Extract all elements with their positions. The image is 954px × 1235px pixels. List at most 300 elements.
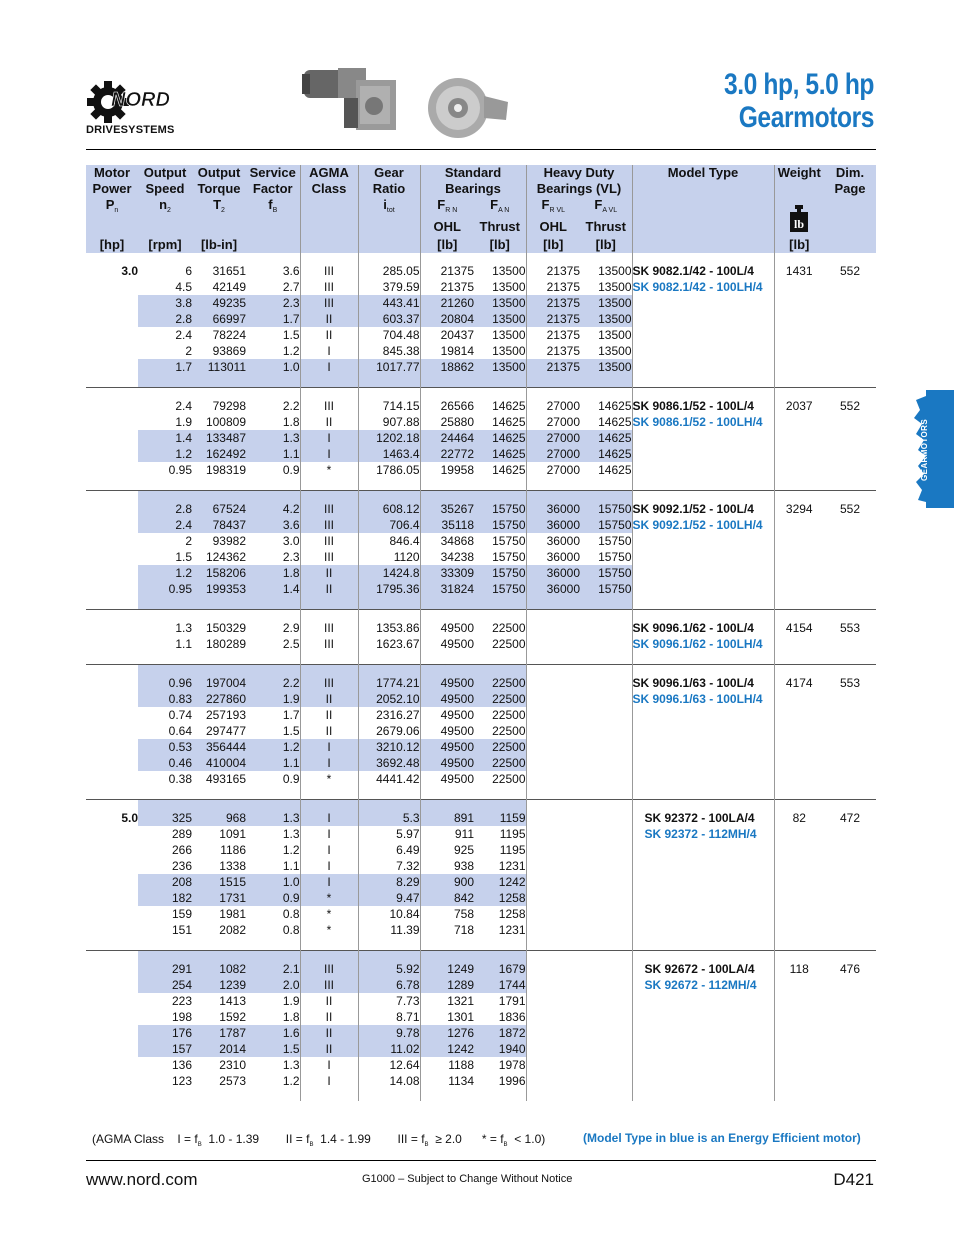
table-cell xyxy=(526,1073,580,1101)
table-cell: III xyxy=(300,295,358,311)
unit-lb: [lb] xyxy=(420,237,474,253)
table-cell: III xyxy=(300,636,358,665)
table-cell: 21375 xyxy=(526,359,580,388)
table-cell: 907.88 xyxy=(358,414,420,430)
table-cell: 236 xyxy=(171,859,192,873)
table-cell: 12.64 xyxy=(358,1057,420,1073)
table-cell: 24464 xyxy=(420,430,474,446)
motor-power-cell xyxy=(86,1025,138,1041)
table-cell: 2052.10 xyxy=(358,691,420,707)
table-cell: 1774.21 xyxy=(358,665,420,692)
table-cell: 1.5 xyxy=(246,1041,300,1057)
col-standard-bearings: Standard Bearings xyxy=(420,165,526,197)
motor-power-cell xyxy=(86,707,138,723)
table-cell: 36000 xyxy=(546,534,580,548)
table-row xyxy=(86,491,876,518)
page-title: 3.0 hp, 5.0 hp Gearmotors xyxy=(723,68,874,134)
energy-efficient-note: (Model Type in blue is an Energy Efficient motor) xyxy=(583,1131,861,1145)
motor-power-cell xyxy=(86,874,138,890)
motor-power-cell xyxy=(86,665,138,692)
table-cell: II xyxy=(300,311,358,327)
table-cell: 1188 xyxy=(448,1058,474,1072)
table-cell: 1996 xyxy=(474,1073,526,1101)
table-cell: III xyxy=(300,665,358,692)
table-cell: I xyxy=(300,858,358,874)
table-cell xyxy=(580,665,632,692)
sym-fan: $F_{A N}$ Thrust xyxy=(474,197,526,237)
table-cell: I xyxy=(300,739,358,755)
model-type: SK 9096.1/63 - 100L/4 xyxy=(632,676,754,690)
table-cell: 35267 xyxy=(420,491,474,518)
motor-power-cell xyxy=(86,906,138,922)
table-cell: 36000 xyxy=(526,491,580,518)
table-cell: 49500 xyxy=(440,724,474,738)
motor-power-cell xyxy=(86,723,138,739)
table-cell xyxy=(580,1025,632,1041)
motor-power-cell xyxy=(86,327,138,343)
table-cell xyxy=(526,922,580,951)
motor-power-cell xyxy=(86,311,138,327)
table-cell: 0.9 xyxy=(246,890,300,906)
table-cell: 6 xyxy=(185,264,192,278)
table-cell: 4441.42 xyxy=(358,771,420,800)
table-cell: 493165 xyxy=(205,772,246,786)
table-cell: 0.38 xyxy=(168,772,192,786)
table-cell: 42149 xyxy=(212,280,246,294)
table-cell: 900 xyxy=(420,874,474,890)
table-cell xyxy=(526,951,580,978)
table-cell: 1786.05 xyxy=(358,462,420,491)
table-cell: 0.53 xyxy=(138,739,192,755)
logo-subtitle: DRIVESYSTEMS xyxy=(86,124,175,136)
table-cell: 1791 xyxy=(474,993,526,1009)
col-agma-class: AGMA Class xyxy=(300,165,358,197)
table-cell: 1978 xyxy=(474,1057,526,1073)
col-dim-page: Dim. Page xyxy=(824,165,876,197)
svg-text:NORD: NORD xyxy=(111,89,170,111)
table-cell: 714.15 xyxy=(358,388,420,415)
table-cell: II xyxy=(300,1025,358,1041)
table-cell: 2316.27 xyxy=(358,707,420,723)
table-cell: 1.3 xyxy=(246,826,300,842)
table-cell xyxy=(580,874,632,890)
table-cell: 49500 xyxy=(420,755,474,771)
motor-power-cell: 5.0 xyxy=(86,800,138,827)
dim-page-cell: 472 xyxy=(824,800,876,951)
table-cell: 6.78 xyxy=(358,977,420,993)
table-cell: 2573 xyxy=(219,1074,246,1088)
model-type: SK 92372 - 100LA/4 xyxy=(644,811,755,825)
table-cell: 22500 xyxy=(474,755,526,771)
table-cell: 443.41 xyxy=(358,295,420,311)
table-cell xyxy=(526,755,580,771)
table-cell: 2.4 xyxy=(175,328,192,342)
table-cell: 13500 xyxy=(474,343,526,359)
table-cell: 3210.12 xyxy=(358,739,420,755)
motor-power-cell xyxy=(86,549,138,565)
table-cell: 891 xyxy=(420,800,474,827)
table-cell: 49500 xyxy=(440,708,474,722)
table-cell: 13500 xyxy=(474,359,526,388)
table-cell: 9.47 xyxy=(358,890,420,906)
table-cell: 13500 xyxy=(474,279,526,295)
table-cell: 33309 xyxy=(420,565,474,581)
table-cell: 1.8 xyxy=(246,1009,300,1025)
weight-icon xyxy=(774,197,824,237)
table-cell xyxy=(526,826,580,842)
table-cell: II xyxy=(300,707,358,723)
table-cell: I xyxy=(300,446,358,462)
table-cell: 706.4 xyxy=(358,517,420,533)
table-cell: 14625 xyxy=(580,462,632,491)
table-cell: III xyxy=(300,491,358,518)
table-cell: 15750 xyxy=(580,549,632,565)
table-cell: 20437 xyxy=(440,328,474,342)
table-cell: 21260 xyxy=(420,295,474,311)
table-cell: 0.8 xyxy=(246,906,300,922)
table-cell xyxy=(580,826,632,842)
unit-lbin: [lb-in] xyxy=(192,237,246,253)
table-cell: 123 xyxy=(171,1074,192,1088)
table-cell: 136 xyxy=(171,1058,192,1072)
table-cell: 410004 xyxy=(192,755,246,771)
table-cell: 2082 xyxy=(219,923,246,937)
table-cell: 1195 xyxy=(474,842,526,858)
table-cell: 0.64 xyxy=(168,724,192,738)
page-number: D421 xyxy=(833,1170,874,1189)
table-cell: 257193 xyxy=(205,708,246,722)
table-cell xyxy=(580,739,632,755)
motor-power-cell xyxy=(86,890,138,906)
motor-power-cell xyxy=(86,610,138,637)
table-cell: 14625 xyxy=(474,462,526,491)
table-cell: 5.97 xyxy=(358,826,420,842)
table-cell: 2.8 xyxy=(138,311,192,327)
table-cell: 1202.18 xyxy=(358,430,420,446)
table-cell: 704.48 xyxy=(358,327,420,343)
motor-power-cell xyxy=(86,533,138,549)
table-cell xyxy=(526,890,580,906)
table-cell xyxy=(580,922,632,951)
table-cell: 21375 xyxy=(546,280,580,294)
table-cell: 158206 xyxy=(192,565,246,581)
table-cell: I xyxy=(300,343,358,359)
table-cell: 1195 xyxy=(474,826,526,842)
table-cell: 1.0 xyxy=(246,359,300,388)
table-cell: 1082 xyxy=(192,951,246,978)
table-cell: * xyxy=(300,462,358,491)
table-cell: I xyxy=(300,359,358,388)
model-type-energy-efficient: SK 92672 - 112MH/4 xyxy=(644,978,757,992)
table-cell: 1.6 xyxy=(246,1025,300,1041)
motor-power-cell xyxy=(86,826,138,842)
motor-power-cell xyxy=(86,565,138,581)
table-cell: 1744 xyxy=(474,977,526,993)
table-cell: 31651 xyxy=(212,264,246,278)
table-cell: 968 xyxy=(192,800,246,827)
table-cell xyxy=(580,1041,632,1057)
table-cell: 911 xyxy=(454,827,474,841)
table-row xyxy=(86,388,876,415)
table-cell: 14625 xyxy=(580,446,632,462)
model-type: SK 92672 - 100LA/4 xyxy=(644,962,755,976)
motor-power-cell xyxy=(86,951,138,978)
table-cell: 2 xyxy=(185,534,192,548)
table-cell: 13500 xyxy=(580,311,632,327)
sym-i: $i_{tot}$ xyxy=(358,197,420,237)
col-model-type: Model Type xyxy=(632,165,774,197)
table-cell xyxy=(580,858,632,874)
table-cell xyxy=(526,906,580,922)
table-cell: 14.08 xyxy=(358,1073,420,1101)
col-weight: Weight xyxy=(774,165,824,197)
table-cell: 227860 xyxy=(192,691,246,707)
table-cell: 1.3 xyxy=(246,800,300,827)
unit-lb: [lb] xyxy=(774,237,824,253)
table-cell xyxy=(526,1009,580,1025)
dim-page-cell: 552 xyxy=(824,491,876,610)
table-cell xyxy=(526,1025,580,1041)
model-type-cell xyxy=(632,253,774,388)
table-cell: 21375 xyxy=(526,295,580,311)
table-cell: 1424.8 xyxy=(358,565,420,581)
table-cell xyxy=(580,610,632,637)
sym-frvl: $F_{R VL}$ OHL xyxy=(526,197,580,237)
table-cell: 31824 xyxy=(420,581,474,610)
unit-hp: [hp] xyxy=(86,237,138,253)
table-cell: 198319 xyxy=(205,463,246,477)
table-cell: 93869 xyxy=(212,344,246,358)
agma-legend: (AGMA Class $I = f_B$ 1.0 - 1.39 II = $f_B$ 1.4 - 1.99 III = $f_B \ge 2.0$ * = $f_B < 1.0$) xyxy=(92,1132,546,1148)
unit-lb: [lb] xyxy=(474,237,526,253)
model-type-cell xyxy=(632,388,774,491)
side-tab-label: GEARMOTORS xyxy=(920,418,929,482)
table-cell: 66997 xyxy=(192,311,246,327)
table-cell: 15750 xyxy=(474,581,526,610)
table-cell: 2.1 xyxy=(246,951,300,978)
table-cell: 1.7 xyxy=(246,311,300,327)
table-cell: 36000 xyxy=(526,581,580,610)
table-cell xyxy=(526,707,580,723)
table-cell: I xyxy=(300,800,358,827)
table-cell: 100809 xyxy=(205,415,246,429)
table-cell: 22500 xyxy=(474,739,526,755)
weight-cell: 3294 xyxy=(774,491,824,610)
model-type-cell xyxy=(632,800,774,951)
table-row xyxy=(86,951,876,978)
table-cell: 1731 xyxy=(192,890,246,906)
table-cell: III xyxy=(300,549,358,565)
table-cell: 124362 xyxy=(205,550,246,564)
table-cell: 6.49 xyxy=(358,842,420,858)
table-cell: 1.7 xyxy=(138,359,192,388)
table-cell: I xyxy=(300,826,358,842)
table-cell: 1321 xyxy=(447,994,474,1008)
table-cell: 938 xyxy=(453,859,474,873)
col-motor-power: Motor Power xyxy=(86,165,138,197)
table-cell xyxy=(526,665,580,692)
table-cell: 0.8 xyxy=(246,922,300,951)
table-cell: 20804 xyxy=(420,311,474,327)
table-cell: 325 xyxy=(138,800,192,827)
motor-power-cell xyxy=(86,858,138,874)
table-cell: III xyxy=(300,517,358,533)
table-cell: 133487 xyxy=(192,430,246,446)
table-cell: 14625 xyxy=(580,430,632,446)
table-cell: 846.4 xyxy=(358,533,420,549)
table-cell: 1.9 xyxy=(175,415,192,429)
table-cell: 0.96 xyxy=(138,665,192,692)
table-cell: 1.2 xyxy=(246,1073,300,1101)
weight-cell: 1431 xyxy=(785,264,813,278)
table-cell: I xyxy=(300,1073,358,1101)
table-cell: 925 xyxy=(453,843,474,857)
table-cell: 1231 xyxy=(474,858,526,874)
table-cell: 11.02 xyxy=(358,1041,420,1057)
table-cell: 2 xyxy=(185,344,192,358)
table-cell: 35118 xyxy=(420,517,474,533)
model-type-energy-efficient: SK 9086.1/52 - 100LH/4 xyxy=(632,415,763,429)
table-cell: 49500 xyxy=(420,610,474,637)
table-cell: II xyxy=(300,414,358,430)
table-cell: III xyxy=(300,610,358,637)
unit-rpm: [rpm] xyxy=(138,237,192,253)
table-cell: 14625 xyxy=(474,388,526,415)
table-cell: 1413 xyxy=(219,994,246,1008)
table-cell xyxy=(580,636,632,665)
table-cell: 15750 xyxy=(474,491,526,518)
table-cell: 2.4 xyxy=(138,517,192,533)
dim-page-cell: 552 xyxy=(824,388,876,491)
table-cell: 208 xyxy=(138,874,192,890)
table-cell: 2.2 xyxy=(246,665,300,692)
table-cell: 8.71 xyxy=(358,1009,420,1025)
col-service-factor: Service Factor xyxy=(246,165,300,197)
table-cell: 1.2 xyxy=(138,446,192,462)
table-cell: 180289 xyxy=(205,637,246,651)
table-cell: 1231 xyxy=(474,922,526,951)
table-cell: 1679 xyxy=(474,951,526,978)
table-cell: 49235 xyxy=(192,295,246,311)
table-cell: 0.83 xyxy=(138,691,192,707)
motor-power-cell xyxy=(86,1009,138,1025)
table-cell: 718 xyxy=(453,923,474,937)
table-cell: 162492 xyxy=(192,446,246,462)
table-cell: 2.3 xyxy=(246,295,300,311)
table-cell: 845.38 xyxy=(358,343,420,359)
table-cell: III xyxy=(300,951,358,978)
table-cell: 1.2 xyxy=(246,343,300,359)
table-cell: * xyxy=(300,922,358,951)
table-cell xyxy=(580,707,632,723)
motor-power-cell xyxy=(86,446,138,462)
table-cell: 49500 xyxy=(420,665,474,692)
table-cell: 79298 xyxy=(192,388,246,415)
table-cell: 34868 xyxy=(440,534,474,548)
table-cell: 1.2 xyxy=(138,565,192,581)
table-cell: 3.8 xyxy=(138,295,192,311)
motor-power-cell xyxy=(86,755,138,771)
col-heavy-duty: Heavy Duty Bearings (VL) xyxy=(526,165,632,197)
footer-url[interactable]: www.nord.com xyxy=(86,1170,198,1189)
table-cell: 19958 xyxy=(440,463,474,477)
motor-power-cell xyxy=(86,1041,138,1057)
motor-power-cell xyxy=(86,343,138,359)
sym-frn: $F_{R N}$ OHL xyxy=(420,197,474,237)
model-type-energy-efficient: SK 9092.1/52 - 100LH/4 xyxy=(632,518,763,532)
table-cell: 1795.36 xyxy=(358,581,420,610)
table-cell: 13500 xyxy=(474,253,526,279)
table-cell: 758 xyxy=(453,907,474,921)
table-cell xyxy=(526,1057,580,1073)
table-cell: 1.9 xyxy=(246,691,300,707)
table-cell: 266 xyxy=(171,843,192,857)
table-cell: 113011 xyxy=(192,359,246,388)
table-cell: 1.5 xyxy=(246,327,300,343)
table-cell: 2014 xyxy=(192,1041,246,1057)
table-cell: II xyxy=(300,1009,358,1025)
table-cell xyxy=(580,800,632,827)
table-cell: 4.2 xyxy=(246,491,300,518)
table-cell: 356444 xyxy=(192,739,246,755)
dim-page-cell: 476 xyxy=(824,951,876,1102)
motor-power-cell xyxy=(86,581,138,610)
model-type-cell xyxy=(632,491,774,610)
sym-p: $P_n$ xyxy=(86,197,138,237)
table-cell: 199353 xyxy=(192,581,246,610)
table-cell: II xyxy=(300,993,358,1009)
table-cell xyxy=(526,800,580,827)
motor-power-cell xyxy=(86,430,138,446)
table-cell: 78437 xyxy=(192,517,246,533)
table-cell: 2310 xyxy=(219,1058,246,1072)
header-rule xyxy=(86,149,876,150)
model-type-cell xyxy=(632,951,774,1102)
table-cell: 7.73 xyxy=(358,993,420,1009)
table-cell: 4.5 xyxy=(175,280,192,294)
table-cell: 9.78 xyxy=(358,1025,420,1041)
table-cell: 1338 xyxy=(219,859,246,873)
table-cell: 1091 xyxy=(219,827,246,841)
weight-cell: 2037 xyxy=(774,388,824,491)
motor-power-cell xyxy=(86,636,138,665)
motor-power-cell xyxy=(86,1057,138,1073)
table-cell: 1.8 xyxy=(246,414,300,430)
table-cell xyxy=(580,1057,632,1073)
table-cell: 27000 xyxy=(546,463,580,477)
table-cell: 22500 xyxy=(474,636,526,665)
table-cell: 14625 xyxy=(580,414,632,430)
table-cell: 1301 xyxy=(447,1010,474,1024)
table-cell: 1.5 xyxy=(246,723,300,739)
table-cell: 2.4 xyxy=(138,388,192,415)
table-cell: 13500 xyxy=(474,327,526,343)
table-cell: 21375 xyxy=(440,264,474,278)
table-cell: III xyxy=(300,533,358,549)
table-cell: 2.3 xyxy=(246,549,300,565)
table-cell: 5.3 xyxy=(358,800,420,827)
table-cell: 27000 xyxy=(526,430,580,446)
motor-power-cell xyxy=(86,414,138,430)
table-cell: 0.46 xyxy=(138,755,192,771)
table-cell: 36000 xyxy=(526,565,580,581)
table-cell: 603.37 xyxy=(358,311,420,327)
table-cell: 22500 xyxy=(474,707,526,723)
table-cell: 1242 xyxy=(474,874,526,890)
table-cell xyxy=(580,890,632,906)
table-cell: 15750 xyxy=(474,565,526,581)
weight-cell: 118 xyxy=(774,951,824,1102)
